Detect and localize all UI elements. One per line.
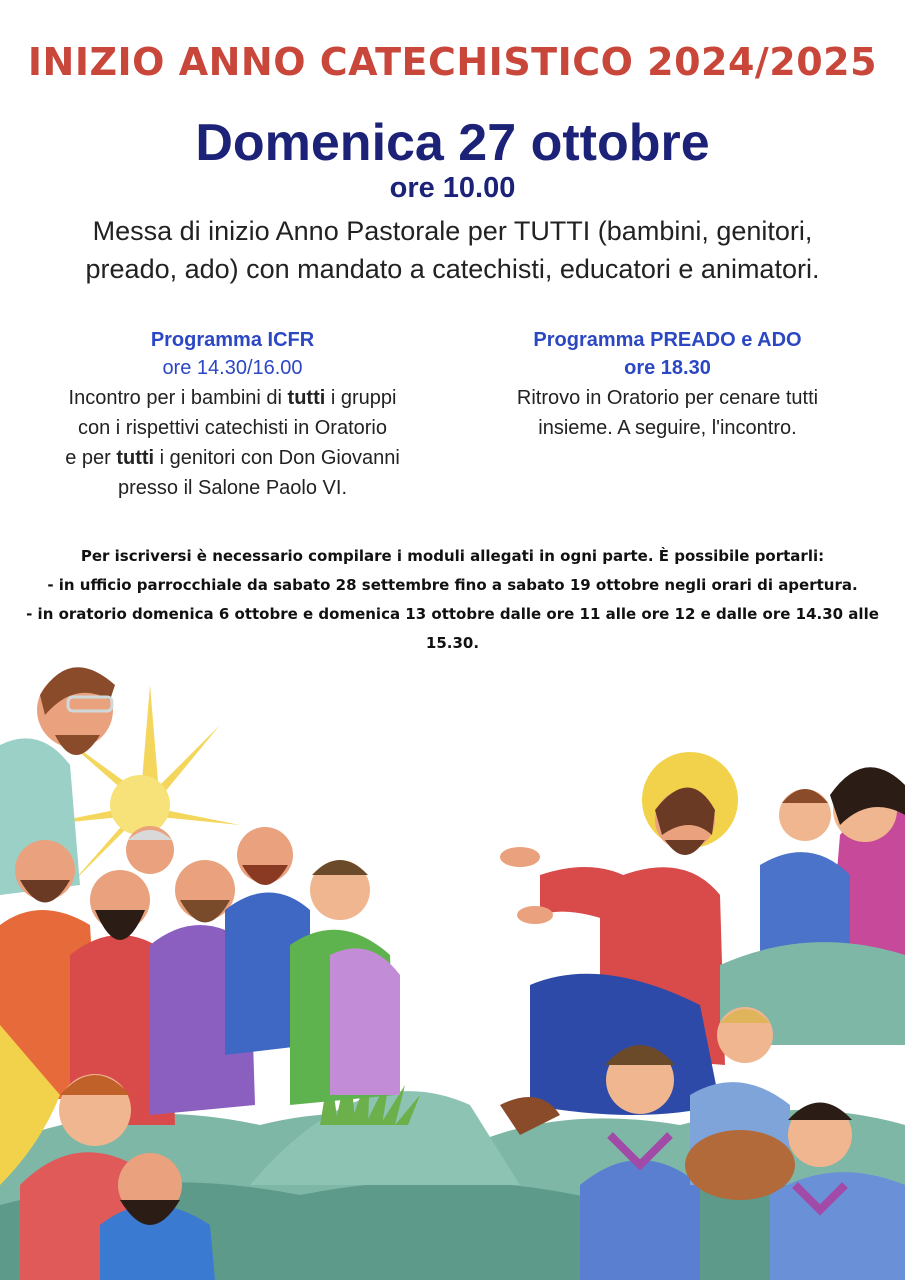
- program-preado-heading: Programma PREADO e ADO: [533, 329, 802, 351]
- program-icfr-line-1-bold: tutti: [287, 387, 326, 409]
- description-line-1: Messa di inizio Anno Pastorale per TUTTI (bambini, genitori,: [92, 216, 813, 246]
- program-icfr-line-1-b: i gruppi: [325, 387, 397, 409]
- event-description: [20, 212, 885, 288]
- program-icfr-heading: Programma ICFR: [150, 329, 315, 351]
- jesus-teaching-crowd-illustration: [0, 625, 905, 1280]
- program-icfr-line-2: con i rispettivi catechisti in Oratorio: [77, 417, 387, 439]
- program-icfr-line-3-bold: tutti: [116, 447, 155, 469]
- registration-item-1: - in ufficio parrocchiale da sabato 28 settembre fino a sabato 19 ottobre negli orari di apertura.: [47, 576, 858, 594]
- registration-item-2: - in oratorio domenica 6 ottobre e domenica 13 ottobre dalle ore 11 alle ore 12 e dalle ore 14.30 alle 15.30.: [26, 605, 879, 652]
- registration-intro: Per iscriversi è necessario compilare i moduli allegati in ogni parte. È possibile portarli:: [80, 547, 825, 565]
- program-icfr-line-4: presso il Salone Paolo VI.: [117, 477, 348, 499]
- program-icfr: [30, 326, 435, 503]
- program-icfr-line-3-a: e per: [65, 447, 117, 469]
- event-time: ore 10.00: [389, 172, 516, 204]
- program-icfr-line-1: [30, 383, 435, 413]
- program-icfr-line-3: [30, 443, 435, 473]
- program-preado-line-1: Ritrovo in Oratorio per cenare tutti: [516, 387, 819, 409]
- program-icfr-line-1-a: Incontro per i bambini di: [68, 387, 288, 409]
- program-preado-time: ore 18.30: [624, 357, 711, 379]
- program-preado-line-2: insieme. A seguire, l'incontro.: [538, 417, 797, 439]
- event-title: INIZIO ANNO CATECHISTICO 2024/2025: [27, 40, 878, 84]
- description-line-2: preado, ado) con mandato a catechisti, educatori e animatori.: [85, 254, 820, 284]
- program-icfr-line-3-b: i genitori con Don Giovanni: [154, 447, 400, 469]
- program-preado: [460, 326, 875, 443]
- program-icfr-time: ore 14.30/16.00: [162, 357, 303, 379]
- event-date: Domenica 27 ottobre: [195, 114, 710, 172]
